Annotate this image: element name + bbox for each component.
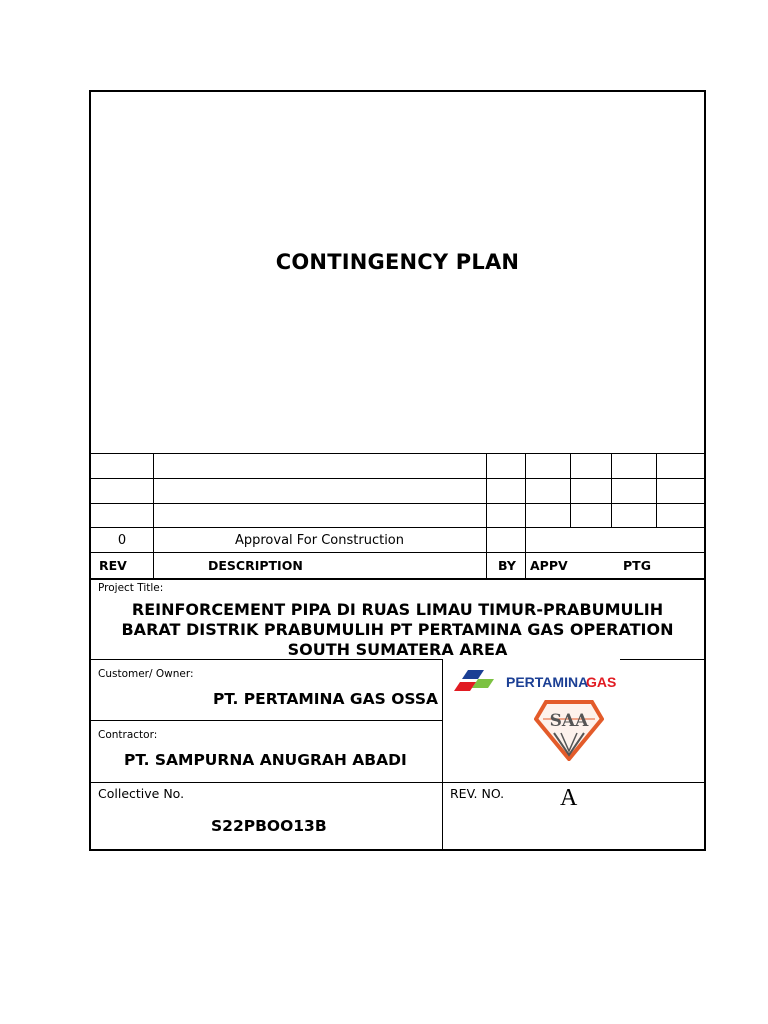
- section-line: [91, 720, 442, 721]
- table-line: [91, 503, 704, 504]
- header-rev: REV: [99, 558, 127, 573]
- customer-name: PT. PERTAMINA GAS OSSA: [212, 690, 438, 708]
- section-divider: [442, 659, 443, 851]
- project-title-line: SOUTH SUMATERA AREA: [287, 640, 508, 659]
- contractor-label: Contractor:: [98, 729, 158, 741]
- section-line: [620, 659, 704, 660]
- header-by: BY: [498, 558, 516, 573]
- collective-label: Collective No.: [98, 786, 185, 801]
- project-title-label: Project Title:: [98, 582, 164, 594]
- document-sheet: [89, 90, 706, 851]
- document-title: CONTINGENCY PLAN: [275, 250, 520, 274]
- table-divider: [486, 453, 487, 578]
- rev-cell: 0: [117, 533, 127, 548]
- table-divider: [611, 453, 612, 527]
- header-ptg: PTG: [623, 558, 651, 573]
- gas-word: GAS: [586, 674, 617, 690]
- pertamina-gas-logo: [454, 668, 624, 696]
- table-line: [91, 478, 704, 479]
- table-line: [91, 552, 704, 553]
- header-description: DESCRIPTION: [208, 558, 303, 573]
- table-divider: [570, 453, 571, 527]
- table-line: [91, 578, 704, 580]
- saa-logo: [534, 699, 604, 759]
- rev-no-label: REV. NO.: [450, 786, 505, 801]
- description-cell: Approval For Construction: [234, 533, 405, 548]
- contractor-name: PT. SAMPURNA ANUGRAH ABADI: [124, 751, 407, 769]
- saa-text: SAA: [549, 711, 589, 731]
- table-divider: [656, 453, 657, 527]
- pertamina-word: PERTAMINA: [506, 674, 589, 690]
- pertamina-icon: [454, 668, 500, 694]
- customer-label: Customer/ Owner:: [98, 668, 194, 680]
- table-divider: [525, 453, 526, 578]
- project-title-line: REINFORCEMENT PIPA DI RUAS LIMAU TIMUR-PRABUMULIH: [131, 600, 664, 619]
- table-line: [91, 453, 704, 454]
- project-title-line: BARAT DISTRIK PRABUMULIH PT PERTAMINA GAS OPERATION: [121, 620, 674, 639]
- section-line: [91, 782, 704, 783]
- collective-number: S22PBOO13B: [211, 817, 327, 835]
- header-appv: APPV: [530, 558, 568, 573]
- rev-no-value: A: [560, 785, 578, 811]
- table-divider: [153, 453, 154, 578]
- section-line: [91, 659, 442, 660]
- table-line: [91, 527, 704, 528]
- project-title: [91, 600, 704, 660]
